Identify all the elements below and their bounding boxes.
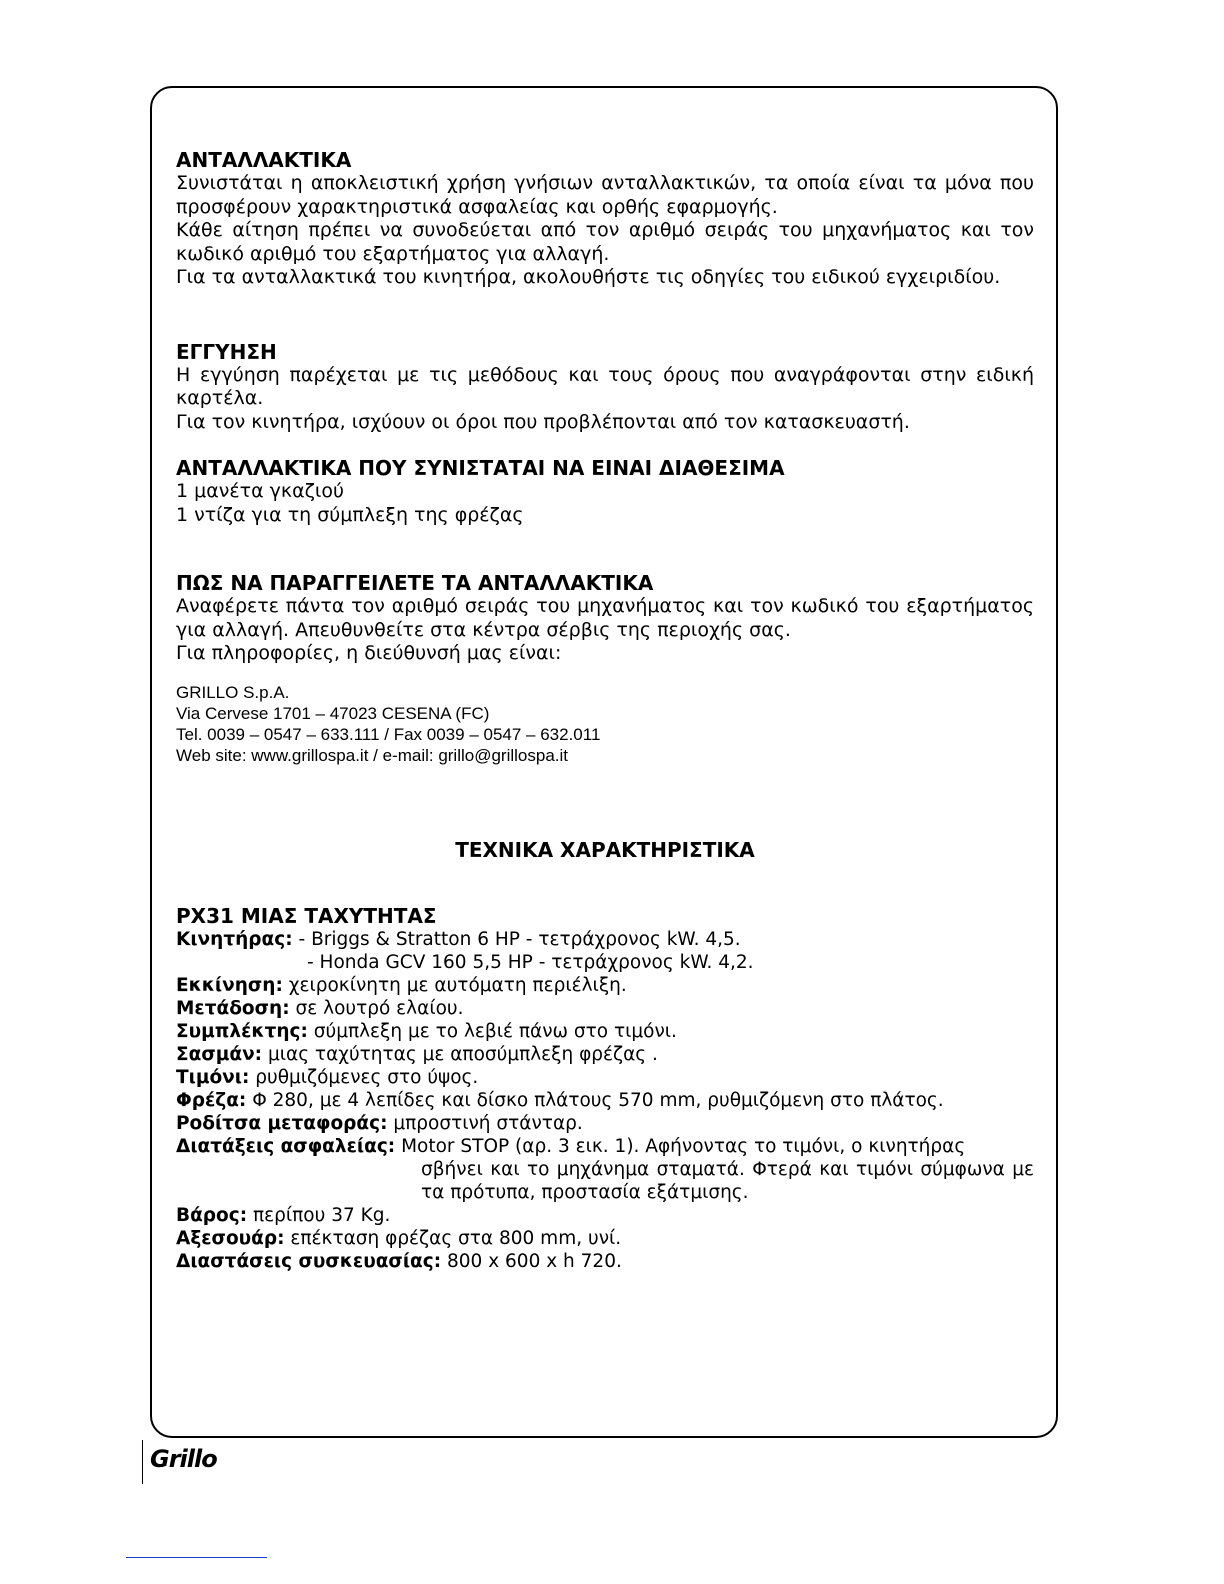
address-web: Web site: www.grillospa.it / e-mail: grillo@grillospa.it bbox=[176, 745, 569, 765]
spec-handlebar bbox=[176, 1066, 1034, 1089]
spec-engine bbox=[176, 928, 1034, 951]
spec-transmission-label: Μετάδοση: bbox=[176, 997, 290, 1019]
spec-engine-1: - Briggs & Stratton 6 HP - τετράχρονος kW. 4,5. bbox=[298, 928, 741, 950]
ordering-text-2: Για πληροφορίες, η διεύθυνσή μας είναι: bbox=[176, 642, 562, 664]
spec-transmission bbox=[176, 997, 1034, 1020]
spec-transmission-value: σε λουτρό ελαίου. bbox=[295, 997, 464, 1019]
spec-handlebar-value: ρυθμιζόμενες στο ύψος. bbox=[255, 1066, 479, 1088]
page-content bbox=[176, 148, 1034, 1273]
spec-safety-label: Διατάξεις ασφαλείας: bbox=[176, 1135, 396, 1157]
spec-accessories bbox=[176, 1227, 1034, 1250]
spare-parts-text-3: Για τα ανταλλακτικά του κινητήρα, ακολουθήστε τις οδηγίες του ειδικού εγχειριδίου. bbox=[176, 266, 1001, 288]
margin-rule bbox=[142, 1440, 143, 1484]
tech-title: ΤΕΧΝΙΚΑ ΧΑΡΑΚΤΗΡΙΣΤΙΚΑ bbox=[455, 837, 755, 862]
spec-accessories-value: επέκταση φρέζας στα 800 mm, υνί. bbox=[290, 1227, 622, 1249]
spec-gearbox bbox=[176, 1043, 1034, 1066]
spare-parts-text-1: Συνιστάται η αποκλειστική χρήση γνήσιων ανταλλακτικών, τα οποία είναι τα μόνα που προσφέρουν χαρακτηριστικά ασφαλείας και ορθής εφαρμογής. bbox=[176, 172, 1034, 218]
spare-parts-text-2: Κάθε αίτηση πρέπει να συνοδεύεται από τον αριθμό σειράς του μηχανήματος και τον κωδικό αριθμό του εξαρτήματος για αλλαγή. bbox=[176, 219, 1034, 265]
spec-wheel-label: Ροδίτσα μεταφοράς: bbox=[176, 1112, 388, 1134]
spec-start-value: χειροκίνητη με αυτόματη περιέλιξη. bbox=[288, 974, 627, 996]
warranty-text-1: Η εγγύηση παρέχεται με τις μεθόδους και τους όρους που αναγράφονται στην ειδική καρτέλα. bbox=[176, 363, 1034, 409]
spec-start-label: Εκκίνηση: bbox=[176, 974, 283, 996]
spec-wheel bbox=[176, 1112, 1034, 1135]
spec-wheel-value: μπροστινή στάνταρ. bbox=[393, 1112, 583, 1134]
address-company: GRILLO S.p.A. bbox=[176, 682, 290, 702]
spec-gearbox-label: Σασμάν: bbox=[176, 1043, 263, 1065]
warranty-text-2: Για τον κινητήρα, ισχύουν οι όροι που προβλέπονται από τον κατασκευαστή. bbox=[176, 410, 910, 433]
spec-clutch-label: Συμπλέκτης: bbox=[176, 1020, 308, 1042]
spec-safety bbox=[176, 1135, 1034, 1158]
grillo-logo: Grillo bbox=[150, 1445, 217, 1473]
spec-packaging bbox=[176, 1250, 1034, 1273]
spec-gearbox-value: μιας ταχύτητας με αποσύμπλεξη φρέζας . bbox=[267, 1043, 658, 1065]
spec-safety-value-2: σβήνει και το μηχάνημα σταματά. Φτερά και τιμόνι σύμφωνα με τα πρότυπα, προστασία εξάτμισης. bbox=[421, 1158, 1034, 1203]
spec-engine-2: - Honda GCV 160 5,5 HP - τετράχρονος kW. 4,2. bbox=[307, 951, 754, 973]
spec-tiller-label: Φρέζα: bbox=[176, 1089, 247, 1111]
spec-weight bbox=[176, 1204, 1034, 1227]
spec-packaging-value: 800 x 600 x h 720. bbox=[447, 1250, 622, 1272]
spec-handlebar-label: Τιμόνι: bbox=[176, 1066, 250, 1088]
ordering-text-1: Αναφέρετε πάντα τον αριθμό σειράς του μηχανήματος και τον κωδικό του εξαρτήματος για αλλαγή. Απευθυνθείτε στα κέντρα σέρβις της περιοχής σας. bbox=[176, 595, 1034, 641]
address-street: Via Cervese 1701 – 47023 CESENA (FC) bbox=[176, 703, 490, 723]
bottom-underline bbox=[126, 1557, 267, 1558]
address-phone: Tel. 0039 – 0547 – 633.111 / Fax 0039 – 0547 – 632.011 bbox=[176, 724, 601, 744]
spec-accessories-label: Αξεσουάρ: bbox=[176, 1227, 285, 1249]
spec-weight-label: Βάρος: bbox=[176, 1204, 248, 1226]
model-title: PX31 ΜΙΑΣ ΤΑΧΥΤΗΤΑΣ bbox=[176, 903, 437, 928]
spec-weight-value: περίπου 37 Kg. bbox=[253, 1204, 391, 1226]
spec-packaging-label: Διαστάσεις συσκευασίας: bbox=[176, 1250, 442, 1272]
spec-safety-value-1: Motor STOP (αρ. 3 εικ. 1). Αφήνοντας το τιμόνι, ο κινητήρας bbox=[401, 1135, 966, 1157]
warranty-title: ΕΓΓΥΗΣΗ bbox=[176, 339, 277, 364]
spec-tiller-value: Φ 280, με 4 λεπίδες και δίσκο πλάτους 570 mm, ρυθμιζόμενη στο πλάτος. bbox=[252, 1089, 944, 1111]
spare-parts-title: ΑΝΤΑΛΛΑΚΤΙΚΑ bbox=[176, 148, 352, 172]
spec-clutch bbox=[176, 1020, 1034, 1043]
recommended-title: ΑΝΤΑΛΛΑΚΤΙΚΑ ΠΟΥ ΣΥΝΙΣΤΑΤΑΙ ΝΑ ΕΙΝΑΙ ΔΙΑΘΕΣΙΜΑ bbox=[176, 456, 785, 480]
spec-tiller bbox=[176, 1089, 1034, 1112]
recommended-item-1: 1 μανέτα γκαζιού bbox=[176, 480, 344, 502]
spec-start bbox=[176, 974, 1034, 997]
recommended-item-2: 1 ντίζα για τη σύμπλεξη της φρέζας bbox=[176, 503, 524, 526]
spec-engine-label: Κινητήρας: bbox=[176, 928, 293, 950]
spec-clutch-value: σύμπλεξη με το λεβιέ πάνω στο τιμόνι. bbox=[313, 1020, 677, 1042]
ordering-title: ΠΩΣ ΝΑ ΠΑΡΑΓΓΕΙΛΕΤΕ ΤΑ ΑΝΤΑΛΛΑΚΤΙΚΑ bbox=[176, 571, 654, 595]
